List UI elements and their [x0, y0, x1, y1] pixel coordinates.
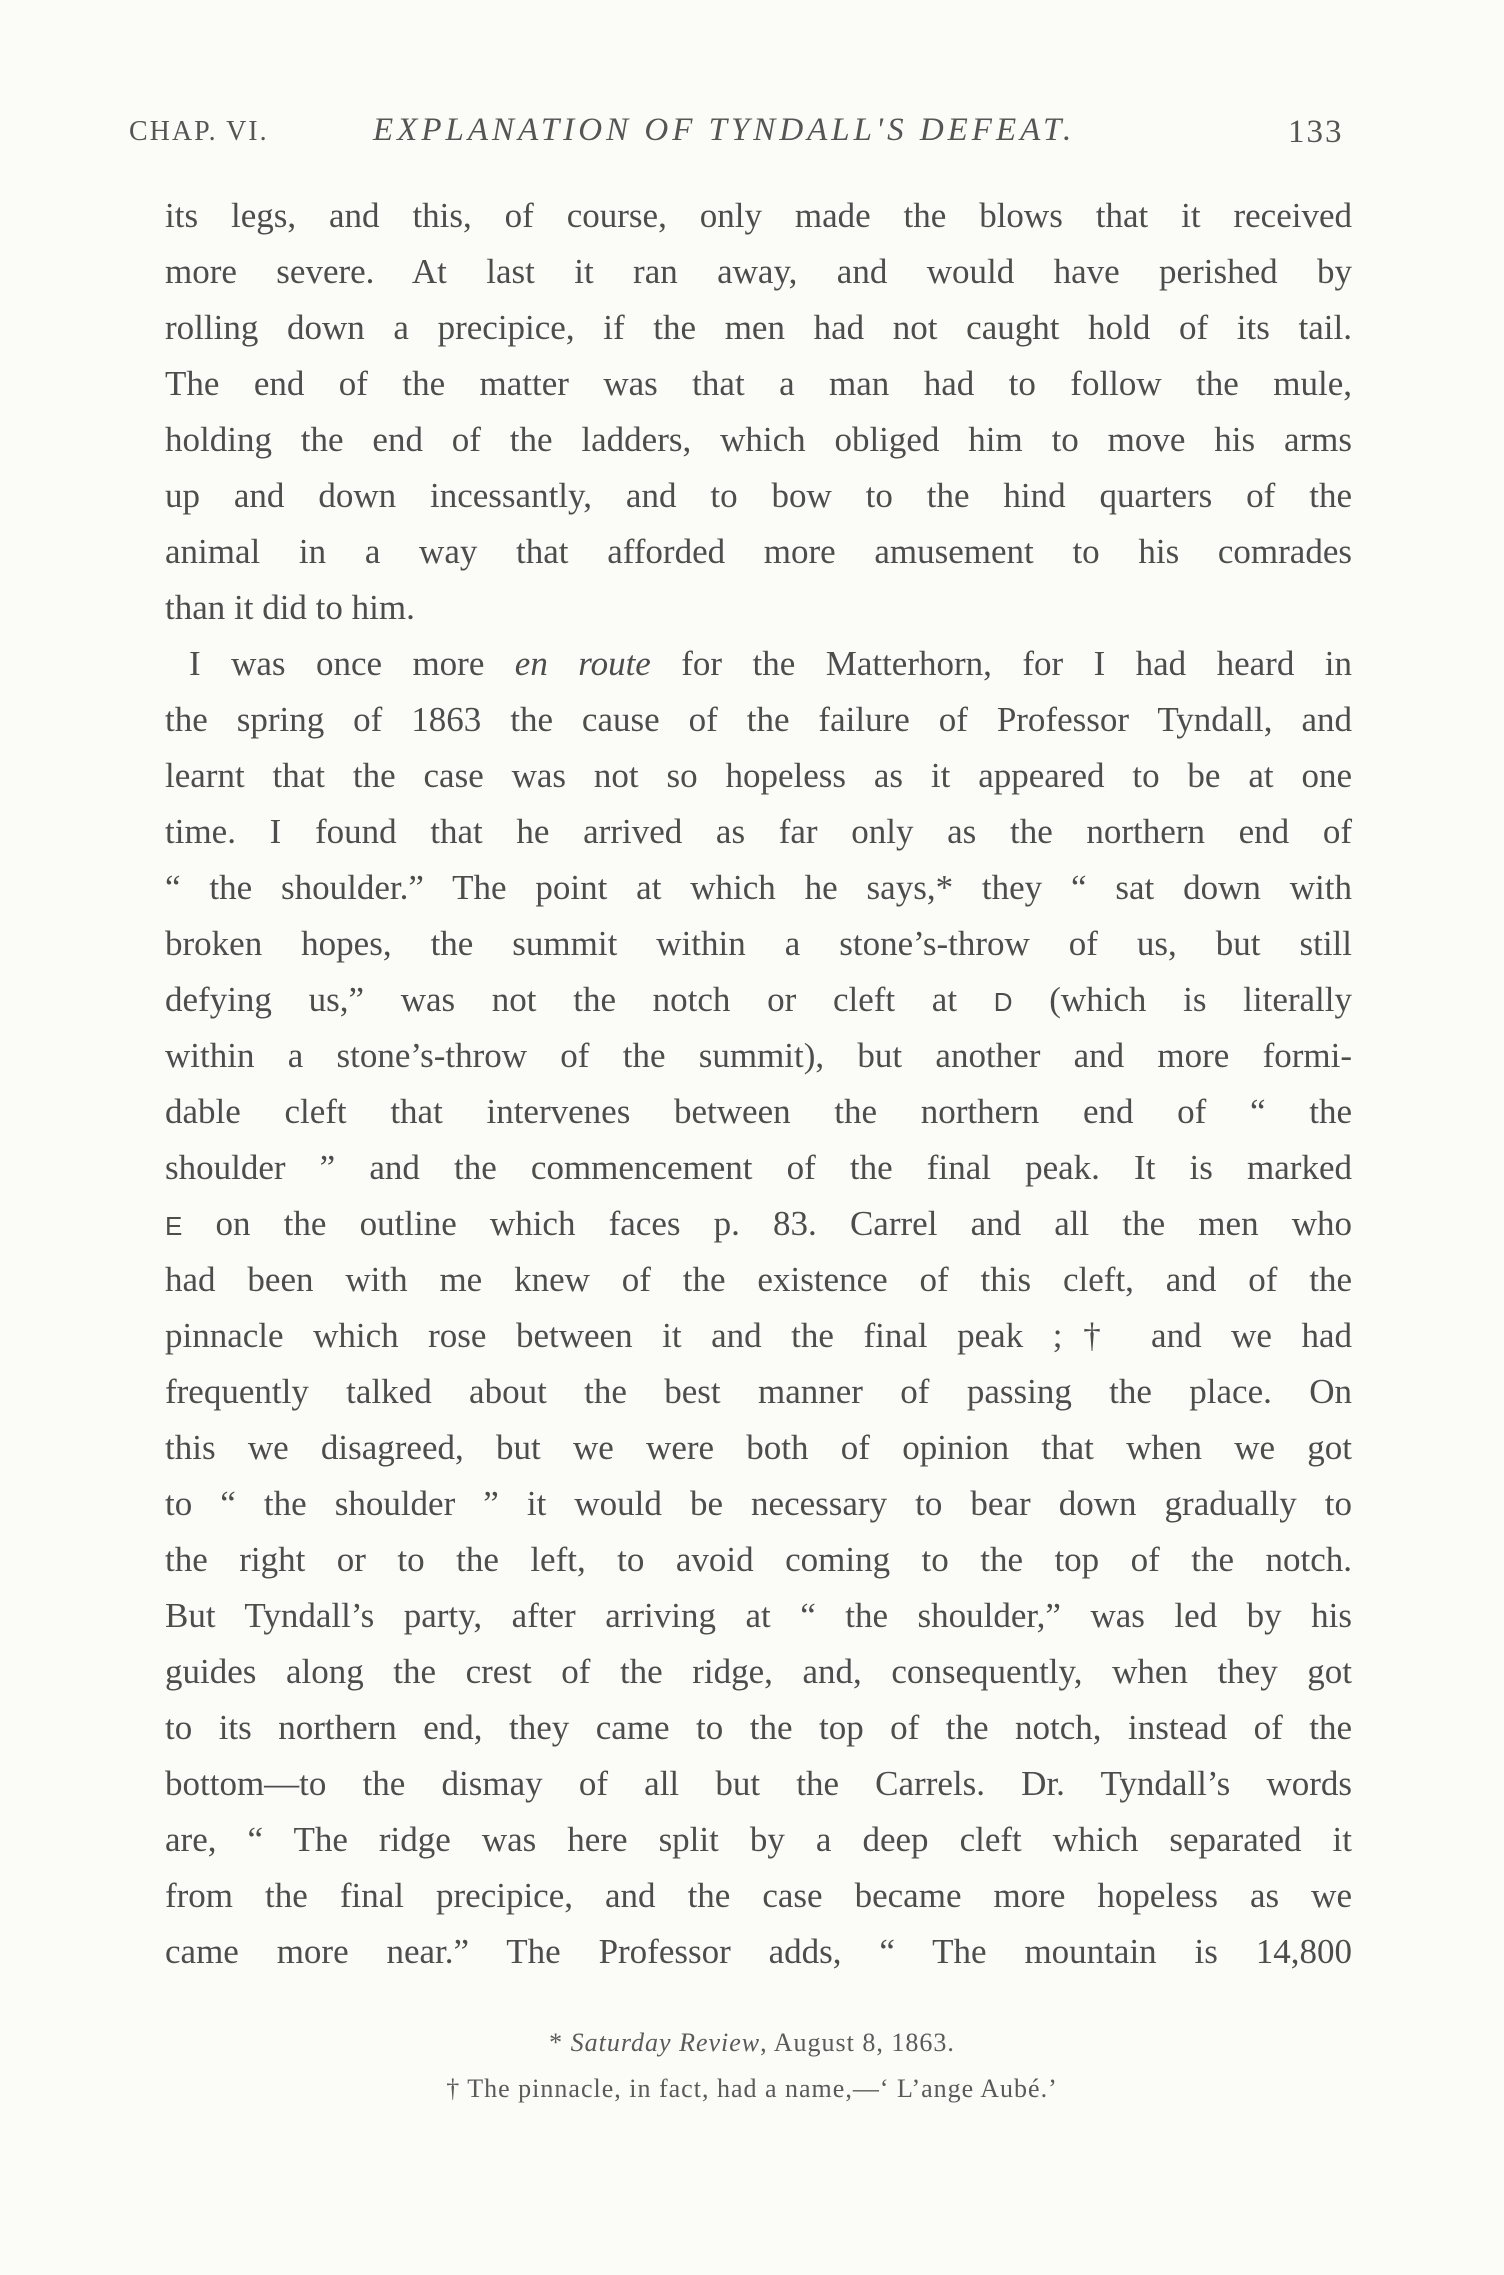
text-span: for the Matterhorn, for I had heard in: [650, 644, 1352, 683]
text-line: “ the shoulder.” The point at which he says,* they “ sat down with: [165, 868, 1352, 907]
text-span: (which is literally: [1012, 980, 1352, 1019]
footnote-source-title: Saturday Review: [570, 2028, 761, 2057]
text-line: frequently talked about the best manner of passing the place. On: [165, 1372, 1352, 1411]
chapter-title: EXPLANATION OF TYNDALL'S DEFEAT.: [373, 112, 1076, 148]
text-line: to its northern end, they came to the top of the notch, instead of the: [165, 1708, 1352, 1747]
text-line: time. I found that he arrived as far only as the northern end of: [165, 812, 1352, 851]
page-number: 133: [1288, 114, 1344, 150]
text-line: But Tyndall’s party, after arriving at “ the shoulder,” was led by his: [165, 1596, 1352, 1635]
body-text: [165, 188, 1352, 1980]
text-line: to “ the shoulder ” it would be necessary to bear down gradually to: [165, 1484, 1352, 1523]
footnote-2: † The pinnacle, in fact, had a name,—‘ L’ange Aubé.’: [446, 2074, 1058, 2103]
text-line: bottom—to the dismay of all but the Carrels. Dr. Tyndall’s words: [165, 1764, 1352, 1803]
text-line: the spring of 1863 the cause of the failure of Professor Tyndall, and: [165, 700, 1352, 739]
text-line: had been with me knew of the existence of this cleft, and of the: [165, 1260, 1352, 1299]
paragraph-opening-line: [165, 636, 1352, 692]
footnote-text: , August 8, 1863.: [760, 2028, 955, 2057]
text-line: The end of the matter was that a man had to follow the mule,: [165, 364, 1352, 403]
text-line: guides along the crest of the ridge, and, consequently, when they got: [165, 1652, 1352, 1691]
footnote-1: [0, 2020, 1504, 2066]
text-span: I was once more: [189, 644, 515, 683]
footnote-marker: *: [549, 2028, 571, 2057]
text-line: rolling down a precipice, if the men had not caught hold of its tail.: [165, 308, 1352, 347]
chapter-label: CHAP. VI.: [129, 116, 269, 147]
text-span: defying us,” was not the notch or cleft at: [165, 980, 994, 1019]
text-line: its legs, and this, of course, only made the blows that it received: [165, 196, 1352, 235]
text-line: the right or to the left, to avoid coming to the top of the notch.: [165, 1540, 1352, 1579]
text-line: are, “ The ridge was here split by a deep cleft which separated it: [165, 1820, 1352, 1859]
text-line: [165, 1196, 1352, 1252]
text-line: dable cleft that intervenes between the northern end of “ the: [165, 1092, 1352, 1131]
text-line: this we disagreed, but we were both of opinion that when we got: [165, 1428, 1352, 1467]
text-line: broken hopes, the summit within a stone’s-throw of us, but still: [165, 924, 1352, 963]
running-head: [0, 112, 1504, 162]
text-line: up and down incessantly, and to bow to the hind quarters of the: [165, 476, 1352, 515]
text-line: from the final precipice, and the case became more hopeless as we: [165, 1876, 1352, 1915]
text-line: within a stone’s-throw of the summit), but another and more formi-: [165, 1036, 1352, 1075]
footnotes: [0, 2020, 1504, 2112]
text-span: on the outline which faces p. 83. Carrel and all the men who: [182, 1204, 1352, 1243]
text-line: [165, 972, 1352, 1028]
text-line: came more near.” The Professor adds, “ The mountain is 14,800: [165, 1932, 1352, 1971]
text-line: pinnacle which rose between it and the final peak ;† and we had: [165, 1316, 1352, 1355]
text-line: learnt that the case was not so hopeless as it appeared to be at one: [165, 756, 1352, 795]
text-line: holding the end of the ladders, which obliged him to move his arms: [165, 420, 1352, 459]
figure-reference: D: [993, 987, 1013, 1017]
text-line: shoulder ” and the commencement of the final peak. It is marked: [165, 1148, 1352, 1187]
figure-reference: E: [165, 1211, 183, 1241]
text-line: more severe. At last it ran away, and would have perished by: [165, 252, 1352, 291]
italic-phrase: en route: [514, 644, 651, 683]
text-line: animal in a way that afforded more amusement to his comrades: [165, 532, 1352, 571]
text-line: than it did to him.: [165, 588, 415, 627]
